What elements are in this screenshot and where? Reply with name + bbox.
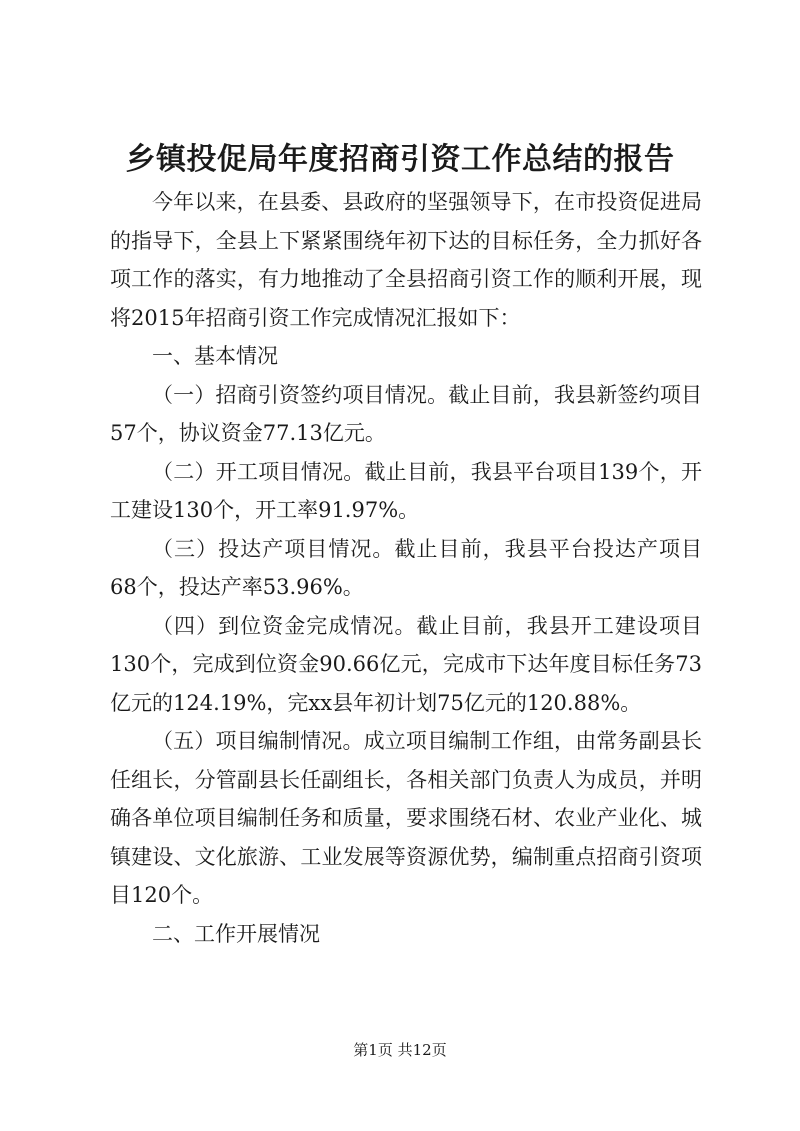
- paragraph-started-projects: （二）开工项目情况。截止目前，我县平台项目139个，开工建设130个，开工率91.97%。: [110, 459, 702, 522]
- paragraph-project-compilation: （五）项目编制情况。成立项目编制工作组，由常务副县长任组长，分管副县长任副组长，各相关部门负责人为成员，并明确各单位项目编制任务和质量，要求围绕石材、农业产业化、城镇建设、文化旅游、工业发展等资源优势，编制重点招商引资项目120个。: [110, 729, 702, 907]
- paragraph-signed-projects: （一）招商引资签约项目情况。截止目前，我县新签约项目57个，协议资金77.13亿元。: [110, 382, 702, 445]
- page-footer: 第1页 共12页: [353, 1041, 447, 1059]
- document-body: [110, 183, 702, 953]
- paragraph-funds: （四）到位资金完成情况。截止目前，我县开工建设项目130个，完成到位资金90.66亿元，完成市下达年度目标任务73亿元的124.19%，完xx县年初计划75亿元的120.88%。: [110, 613, 702, 715]
- paragraph-intro: 今年以来，在县委、县政府的坚强领导下，在市投资促进局的指导下，全县上下紧紧围绕年初下达的目标任务，全力抓好各项工作的落实，有力地推动了全县招商引资工作的顺利开展，现将2015年招商引资工作完成情况汇报如下：: [110, 190, 702, 330]
- section-heading-basic: 一、基本情况: [152, 344, 278, 368]
- section-heading-work: 二、工作开展情况: [152, 921, 320, 946]
- paragraph-production-projects: （三）投达产项目情况。截止目前，我县平台投达产项目68个，投达产率53.96%。: [110, 536, 702, 599]
- document-title: 乡镇投促局年度招商引资工作总结的报告: [125, 142, 675, 177]
